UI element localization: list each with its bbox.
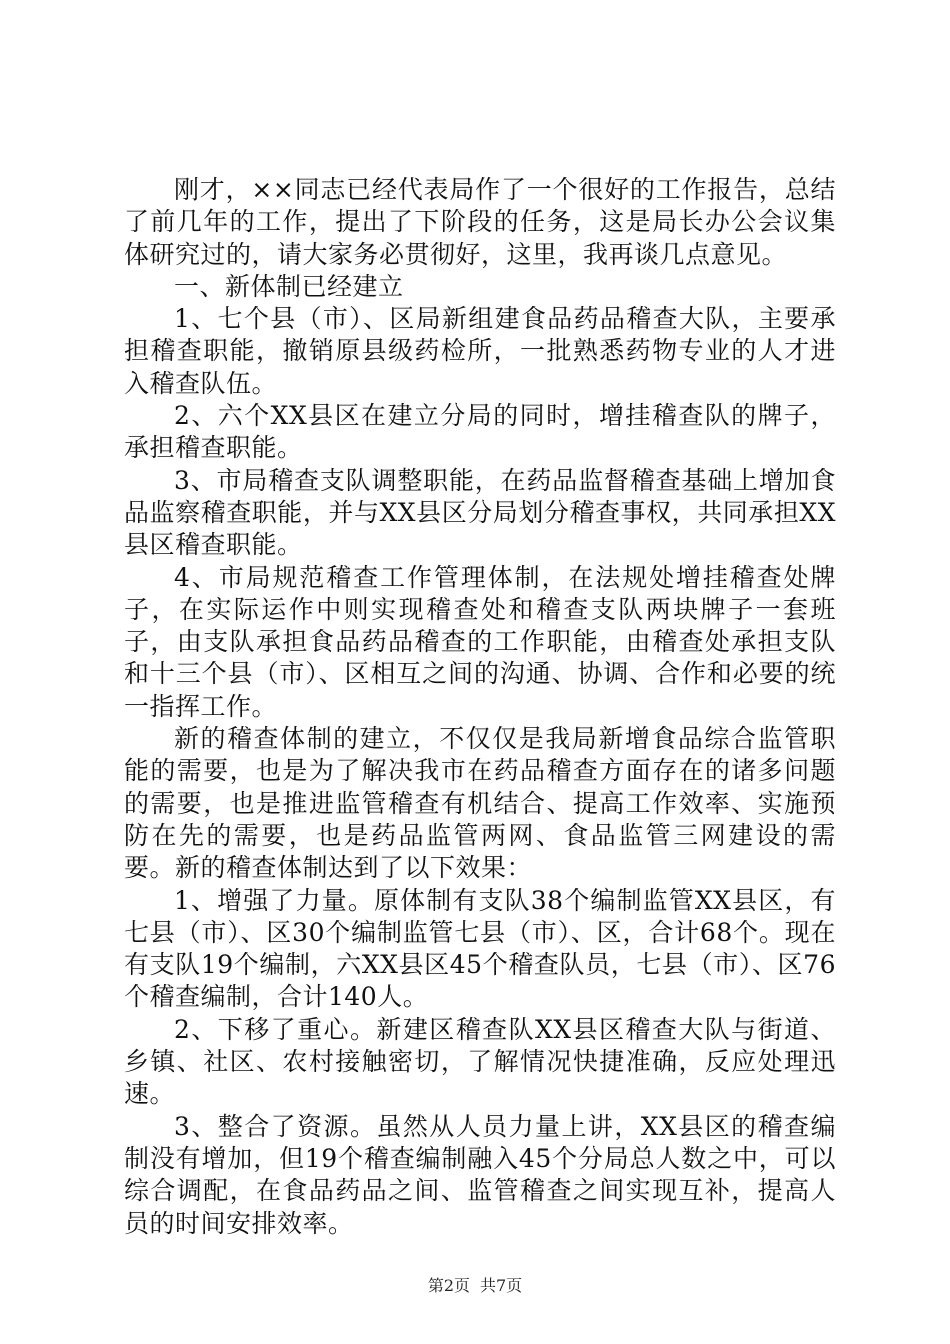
paragraph-item-1: 1、七个县（市）、区局新组建食品药品稽查大队，主要承担稽查职能，撤销原县级药检所，一批熟悉药物专业的人才进入稽查队伍。	[124, 304, 836, 398]
document-body	[124, 174, 836, 1240]
paragraph-effect-1: 1、增强了力量。原体制有支队38个编制监管XX县区，有七县（市）、区30个编制监管七县（市）、区，合计68个。现在有支队19个编制，六XX县区45个稽查队员，七县（市）、区76个稽查编制，合计140人。	[124, 885, 836, 1012]
paragraph-summary: 新的稽查体制的建立，不仅仅是我局新增食品综合监管职能的需要，也是为了解决我市在药品稽查方面存在的诸多问题的需要，也是推进监管稽查有机结合、提高工作效率、实施预防在先的需要，也是药品监管两网、食品监管三网建设的需要。新的稽查体制达到了以下效果：	[124, 724, 836, 883]
page-number: 第2页	[427, 1276, 470, 1295]
section-heading: 一、新体制已经建立	[174, 271, 404, 301]
paragraph-item-4: 4、市局规范稽查工作管理体制，在法规处增挂稽查处牌子，在实际运作中则实现稽查处和稽查支队两块牌子一套班子，由支队承担食品药品稽查的工作职能，由稽查处承担支队和十三个县（市）、区相互之间的沟通、协调、合作和必要的统一指挥工作。	[124, 562, 836, 721]
paragraph-effect-2: 2、下移了重心。新建区稽查队XX县区稽查大队与街道、乡镇、社区、农村接触密切，了解情况快捷准确，反应处理迅速。	[124, 1014, 836, 1109]
paragraph-item-3: 3、市局稽查支队调整职能，在药品监督稽查基础上增加食品监察稽查职能，并与XX县区分局划分稽查事权，共同承担XX县区稽查职能。	[124, 465, 836, 560]
paragraph-effect-3: 3、整合了资源。虽然从人员力量上讲，XX县区的稽查编制没有增加，但19个稽查编制融入45个分局总人数之中，可以综合调配，在食品药品之间、监管稽查之间实现互补，提高人员的时间安排效率。	[124, 1111, 836, 1238]
page-footer	[0, 1273, 950, 1296]
page-total: 共7页	[480, 1276, 523, 1295]
paragraph-intro: 刚才，××同志已经代表局作了一个很好的工作报告，总结了前几年的工作，提出了下阶段的任务，这是局长办公会议集体研究过的，请大家务必贯彻好，这里，我再谈几点意见。	[124, 175, 836, 269]
paragraph-item-2: 2、六个XX县区在建立分局的同时，增挂稽查队的牌子，承担稽查职能。	[124, 401, 836, 463]
